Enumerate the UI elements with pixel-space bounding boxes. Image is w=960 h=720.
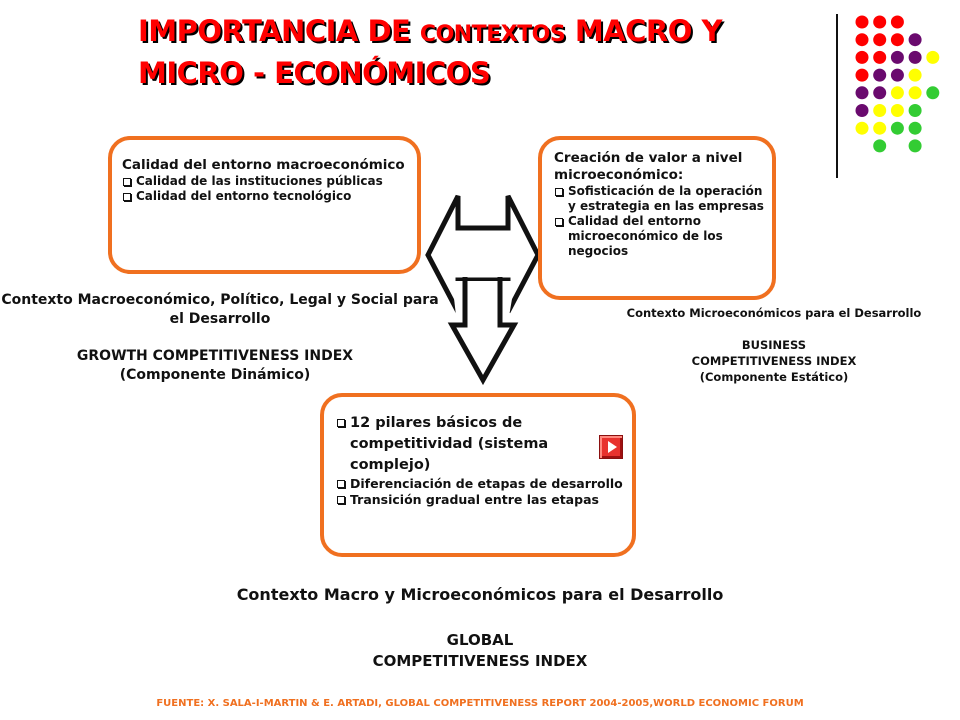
macro-bullet-technology: Calidad del entorno tecnológico [122,189,409,204]
business-index-label [640,337,908,385]
growth-index-label [0,347,430,385]
business-index-line1: BUSINESS [741,338,807,352]
global-index-line2: COMPETITIVENESS INDEX [372,652,588,670]
micro-bullet-sophistication: Sofisticación de la operación y estrategia en las empresas [554,184,766,214]
title-part3: MACRO Y [565,14,722,48]
global-index-label [0,630,960,672]
title-part2: CONTEXTOS [419,22,566,47]
pillars-box [320,393,636,557]
play-button[interactable] [599,435,623,459]
global-index-line1: GLOBAL [446,631,514,649]
title-part1: IMPORTANCIA DE [138,14,420,48]
macro-micro-context-label: Contexto Macro y Microeconómicos para el Desarrollo [236,585,724,604]
business-index-line2: COMPETITIVENESS INDEX [691,354,857,368]
business-index-line3: (Componente Estático) [699,370,849,384]
source-footnote: FUENTE: X. SALA-I-MARTIN & E. ARTADI, GLOBAL COMPETITIVENESS REPORT 2004-2005,WORLD ECONOMIC FORUM [156,698,804,709]
pillars-lead: 12 pilares básicos de competitividad (sistema complejo) [336,413,624,476]
pillars-bullet-transition: Transición gradual entre las etapas [336,492,624,508]
macro-context-label: Contexto Macroeconómico, Político, Legal y Social para el Desarrollo [1,292,439,327]
growth-index-name: GROWTH COMPETITIVENESS INDEX [76,348,354,364]
title-line2: MICRO - ECONÓMICOS [138,56,491,90]
micro-value-creation-box [538,136,776,300]
growth-index-sub: (Componente Dinámico) [119,367,311,383]
pillars-bullet-stages: Diferenciación de etapas de desarrollo [336,476,624,492]
down-arrow [452,281,515,376]
micro-box-heading: Creación de valor a nivel microeconómico: [554,150,743,183]
micro-bullet-business-environment: Calidad del entorno microeconómico de los negocios [554,214,766,259]
micro-context-label: Contexto Microeconómicos para el Desarrollo [626,306,922,320]
macro-environment-box [108,136,421,274]
macro-bullet-institutions: Calidad de las instituciones públicas [122,174,409,189]
macro-box-heading: Calidad del entorno macroeconómico [122,157,405,173]
